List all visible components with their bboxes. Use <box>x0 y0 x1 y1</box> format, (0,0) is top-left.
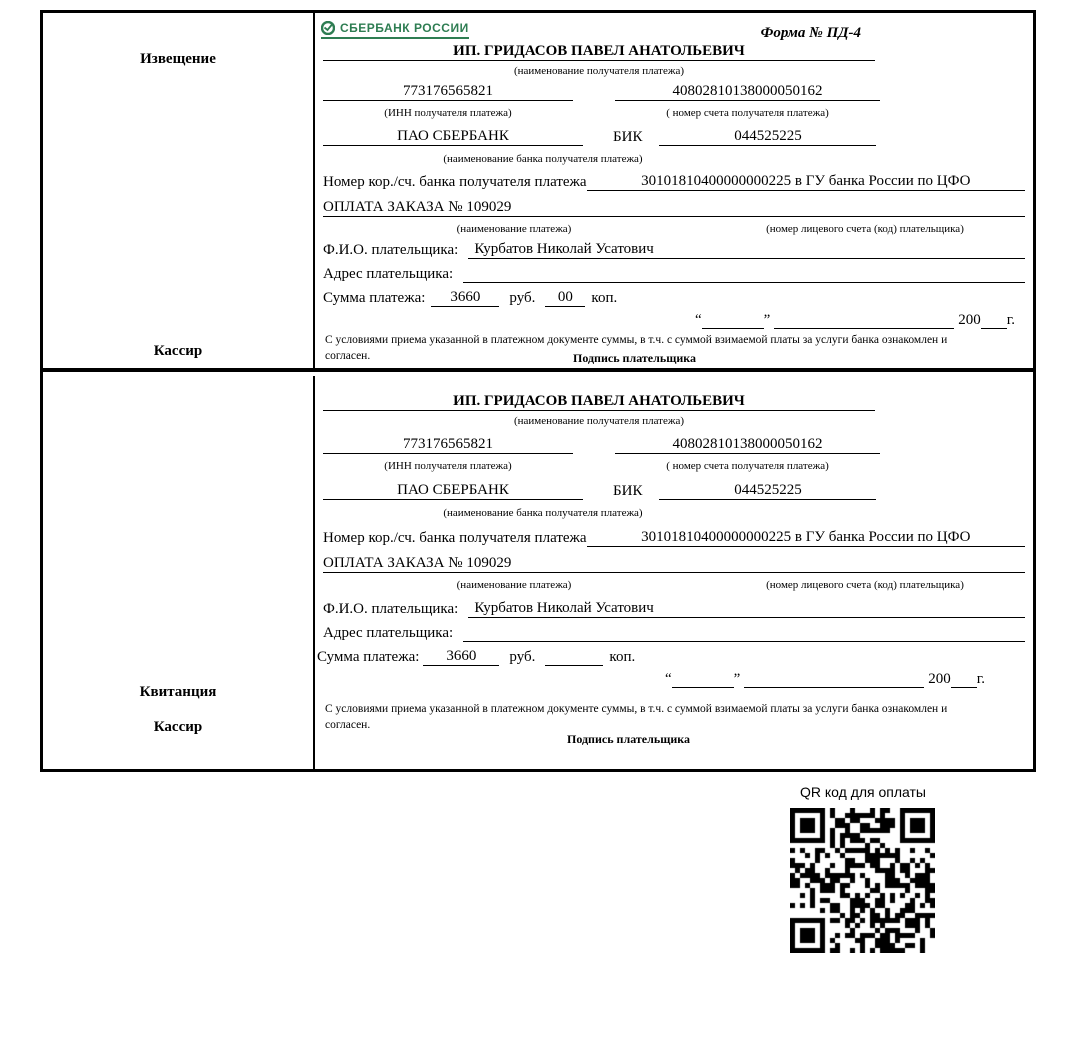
rub-label: руб. <box>509 649 536 665</box>
payer-address-label: Адрес плательщика: <box>323 625 454 641</box>
purpose-value: ОПЛАТА ЗАКАЗА № 109029 <box>323 555 705 573</box>
bik-value: 044525225 <box>659 128 876 146</box>
qr-code <box>790 808 935 953</box>
bik-label: БИК <box>613 129 643 145</box>
date-day-blank-field <box>702 311 764 329</box>
section-notice <box>43 13 1033 372</box>
purpose-value: ОПЛАТА ЗАКАЗА № 109029 <box>323 199 705 217</box>
amount-value: 3660 <box>423 648 499 666</box>
bank-name-value: ПАО СБЕРБАНК <box>323 128 583 146</box>
purpose-caption: (наименование платежа) <box>456 579 572 591</box>
form-number: Форма № ПД-4 <box>760 25 861 41</box>
payer-signature-label: Подпись плательщика <box>567 732 690 746</box>
notice-label: Извещение <box>140 51 216 67</box>
personal-account-blank-field <box>705 199 1025 217</box>
date-year-blank-field <box>981 311 1007 329</box>
bik-label: БИК <box>613 483 643 499</box>
payer-address-blank-field <box>463 265 1025 283</box>
account-caption: ( номер счета получателя платежа) <box>666 460 829 472</box>
payer-name-value: Курбатов Николай Усатович <box>468 600 1025 618</box>
payer-name-label: Ф.И.О. плательщика: <box>323 601 459 617</box>
corr-label: Номер кор./сч. банка получателя платежа <box>323 530 587 546</box>
payer-signature-label: Подпись плательщика <box>573 351 696 365</box>
bik-value: 044525225 <box>659 482 876 500</box>
date-quote-open: “ <box>664 671 672 687</box>
kop-label: коп. <box>609 649 636 665</box>
payer-name-label: Ф.И.О. плательщика: <box>323 242 459 258</box>
amount-value: 3660 <box>431 289 499 307</box>
receipt-content <box>315 376 1033 769</box>
date-quote-open: “ <box>694 312 702 328</box>
inn-caption: (ИНН получателя платежа) <box>384 460 512 472</box>
date-year-suffix: г. <box>976 671 985 687</box>
amount-label: Сумма платежа: <box>317 649 420 665</box>
date-month-blank-field <box>774 311 954 329</box>
bank-caption: (наименование банка получателя платежа) <box>443 507 643 519</box>
date-year-prefix: 200 <box>928 671 951 687</box>
qr-caption: QR код для оплаты <box>799 784 926 800</box>
payee-caption: (наименование получателя платежа) <box>513 65 685 77</box>
purpose-caption: (наименование платежа) <box>456 223 572 235</box>
cashier-label: Кассир <box>153 343 203 359</box>
date-year-prefix: 200 <box>958 312 981 328</box>
receipt-stub <box>43 376 315 769</box>
receipt-label: Квитанция <box>139 684 217 700</box>
kopecks-value: 00 <box>545 289 585 307</box>
account-value: 40802810138000050162 <box>615 436 880 454</box>
payer-name-value: Курбатов Николай Усатович <box>468 241 1025 259</box>
account-value: 40802810138000050162 <box>615 83 880 101</box>
corr-value: 30101810400000000225 в ГУ банка России по ЦФО <box>587 173 1025 191</box>
payee-name: ИП. ГРИДАСОВ ПАВЕЛ АНАТОЛЬЕВИЧ <box>323 393 875 411</box>
payer-address-label: Адрес плательщика: <box>323 266 454 282</box>
inn-value: 773176565821 <box>323 83 573 101</box>
date-year-suffix: г. <box>1006 312 1015 328</box>
date-quote-close: ” <box>763 312 771 328</box>
payer-address-blank-field <box>463 624 1025 642</box>
bank-caption: (наименование банка получателя платежа) <box>443 153 643 165</box>
sberbank-logo-icon <box>321 21 335 35</box>
kopecks-blank-field <box>545 648 603 666</box>
notice-stub <box>43 13 315 368</box>
account-caption: ( номер счета получателя платежа) <box>666 107 829 119</box>
sberbank-logo-text: СБЕРБАНК РОССИИ <box>340 21 469 35</box>
sberbank-logo <box>321 21 469 39</box>
agreement-text: С условиями приема указанной в платежном документе суммы, в т.ч. с суммой взимаемой платы за услуги банка ознакомлен и согласен. <box>325 703 948 731</box>
date-year-blank-field <box>951 670 977 688</box>
kop-label: коп. <box>591 290 618 306</box>
payee-name: ИП. ГРИДАСОВ ПАВЕЛ АНАТОЛЬЕВИЧ <box>323 43 875 61</box>
personal-account-caption: (номер лицевого счета (код) плательщика) <box>766 579 964 591</box>
notice-content <box>315 13 1033 368</box>
cashier-label: Кассир <box>153 719 203 735</box>
bank-name-value: ПАО СБЕРБАНК <box>323 482 583 500</box>
inn-value: 773176565821 <box>323 436 573 454</box>
date-quote-close: ” <box>733 671 741 687</box>
personal-account-blank-field <box>705 555 1025 573</box>
corr-label: Номер кор./сч. банка получателя платежа <box>323 174 587 190</box>
personal-account-caption: (номер лицевого счета (код) плательщика) <box>766 223 964 235</box>
date-day-blank-field <box>672 670 734 688</box>
inn-caption: (ИНН получателя платежа) <box>384 107 512 119</box>
rub-label: руб. <box>509 290 536 306</box>
date-month-blank-field <box>744 670 924 688</box>
payee-caption: (наименование получателя платежа) <box>513 415 685 427</box>
corr-value: 30101810400000000225 в ГУ банка России по ЦФО <box>587 529 1025 547</box>
agreement-text: С условиями приема указанной в платежном документе суммы, в т.ч. с суммой взимаемой платы за услуги банка ознакомлен и согласен. <box>325 334 948 362</box>
section-receipt <box>43 376 1033 769</box>
amount-label: Сумма платежа: <box>323 290 426 306</box>
pd4-form <box>40 10 1036 772</box>
